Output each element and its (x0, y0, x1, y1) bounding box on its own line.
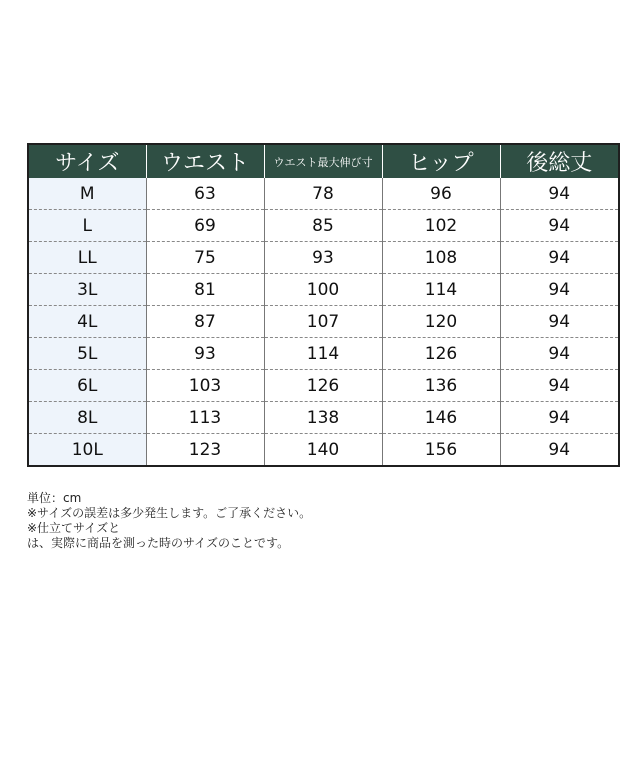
cell-waist-max-stretch: 140 (264, 434, 382, 467)
cell-waist-max-stretch: 78 (264, 178, 382, 210)
cell-waist: 63 (146, 178, 264, 210)
cell-back-length: 94 (500, 338, 619, 370)
cell-hip: 120 (382, 306, 500, 338)
header-waist-max-stretch: ウエスト最大伸び寸 (264, 144, 382, 178)
cell-hip: 136 (382, 370, 500, 402)
cell-hip: 146 (382, 402, 500, 434)
cell-size: 5L (28, 338, 146, 370)
cell-waist: 81 (146, 274, 264, 306)
cell-waist-max-stretch: 100 (264, 274, 382, 306)
table-row (28, 402, 619, 434)
header-hip: ヒップ (382, 144, 500, 178)
cell-back-length: 94 (500, 210, 619, 242)
note-tailored: ※仕立てサイズと (27, 521, 121, 535)
cell-waist: 75 (146, 242, 264, 274)
cell-back-length: 94 (500, 306, 619, 338)
cell-waist-max-stretch: 93 (264, 242, 382, 274)
cell-waist: 69 (146, 210, 264, 242)
header-size: サイズ (28, 144, 146, 178)
header-waist: ウエスト (146, 144, 264, 178)
table-row (28, 274, 619, 306)
size-table (27, 143, 620, 467)
table-row (28, 178, 619, 210)
cell-waist-max-stretch: 85 (264, 210, 382, 242)
header-back-length: 後総丈 (500, 144, 619, 178)
cell-back-length: 94 (500, 242, 619, 274)
cell-hip: 96 (382, 178, 500, 210)
cell-size: LL (28, 242, 146, 274)
notes (27, 491, 311, 551)
table-row (28, 338, 619, 370)
cell-waist: 123 (146, 434, 264, 467)
note-actual: は、実際に商品を測った時のサイズのことです。 (27, 536, 290, 550)
cell-back-length: 94 (500, 274, 619, 306)
cell-hip: 114 (382, 274, 500, 306)
cell-size: 6L (28, 370, 146, 402)
note-unit: 単位：cm (27, 491, 82, 505)
cell-waist-max-stretch: 114 (264, 338, 382, 370)
cell-size: 10L (28, 434, 146, 467)
header-row (28, 144, 619, 178)
cell-back-length: 94 (500, 370, 619, 402)
cell-waist: 93 (146, 338, 264, 370)
table-row (28, 434, 619, 467)
cell-waist-max-stretch: 107 (264, 306, 382, 338)
cell-waist: 87 (146, 306, 264, 338)
cell-hip: 156 (382, 434, 500, 467)
cell-back-length: 94 (500, 434, 619, 467)
cell-hip: 126 (382, 338, 500, 370)
cell-waist: 103 (146, 370, 264, 402)
cell-hip: 108 (382, 242, 500, 274)
cell-hip: 102 (382, 210, 500, 242)
cell-waist: 113 (146, 402, 264, 434)
cell-back-length: 94 (500, 402, 619, 434)
cell-back-length: 94 (500, 178, 619, 210)
table-body (28, 178, 619, 466)
cell-size: M (28, 178, 146, 210)
cell-size: L (28, 210, 146, 242)
table-row (28, 210, 619, 242)
table-row (28, 242, 619, 274)
table-row (28, 306, 619, 338)
cell-waist-max-stretch: 126 (264, 370, 382, 402)
cell-waist-max-stretch: 138 (264, 402, 382, 434)
cell-size: 8L (28, 402, 146, 434)
cell-size: 4L (28, 306, 146, 338)
note-error: ※サイズの誤差は多少発生します。ご了承ください。 (27, 506, 312, 520)
table-row (28, 370, 619, 402)
cell-size: 3L (28, 274, 146, 306)
